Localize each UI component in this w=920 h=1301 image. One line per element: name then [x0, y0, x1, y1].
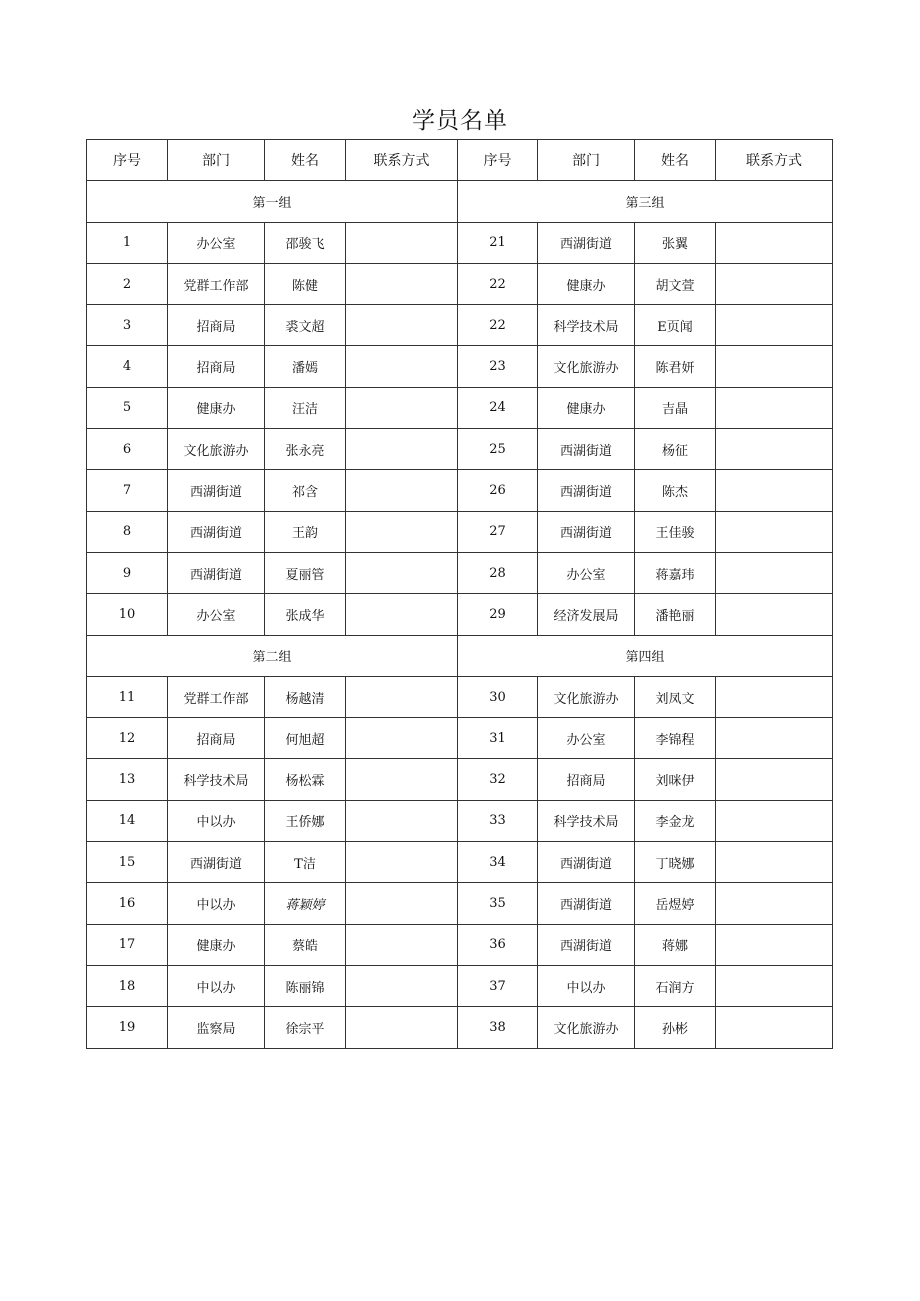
department: 西湖街道 — [538, 470, 635, 511]
roster-table — [86, 139, 833, 1049]
group-header-row — [87, 181, 833, 222]
serial-number: 9 — [87, 552, 168, 593]
page-title: 学员名单 — [412, 108, 508, 134]
department: 西湖街道 — [538, 511, 635, 552]
contact-info — [346, 222, 458, 263]
serial-number: 21 — [458, 222, 538, 263]
column-header: 联系方式 — [346, 140, 458, 181]
contact-info — [716, 552, 833, 593]
serial-number: 13 — [87, 759, 168, 800]
contact-info — [716, 305, 833, 346]
group-label: 第一组 — [87, 181, 458, 222]
roster-body — [87, 181, 833, 1048]
department: 文化旅游办 — [538, 676, 635, 717]
member-name: 陈君妍 — [635, 346, 716, 387]
serial-number: 6 — [87, 429, 168, 470]
contact-info — [716, 924, 833, 965]
member-name: 张翼 — [635, 222, 716, 263]
serial-number: 10 — [87, 594, 168, 635]
serial-number: 11 — [87, 676, 168, 717]
member-name: 石润方 — [635, 965, 716, 1006]
table-row — [87, 594, 833, 635]
department: 西湖街道 — [538, 222, 635, 263]
serial-number: 17 — [87, 924, 168, 965]
department: 招商局 — [168, 346, 265, 387]
member-name: 潘嫣 — [265, 346, 346, 387]
department: 文化旅游办 — [538, 1007, 635, 1048]
serial-number: 8 — [87, 511, 168, 552]
contact-info — [346, 800, 458, 841]
member-name: 吉晶 — [635, 387, 716, 428]
department: 经济发展局 — [538, 594, 635, 635]
serial-number: 7 — [87, 470, 168, 511]
department: 中以办 — [538, 965, 635, 1006]
member-name: 杨松霖 — [265, 759, 346, 800]
member-name: 祁含 — [265, 470, 346, 511]
member-name: 岳煜婷 — [635, 883, 716, 924]
contact-info — [716, 222, 833, 263]
serial-number: 32 — [458, 759, 538, 800]
contact-info — [346, 718, 458, 759]
department: 西湖街道 — [538, 429, 635, 470]
table-row — [87, 718, 833, 759]
table-row — [87, 965, 833, 1006]
serial-number: 33 — [458, 800, 538, 841]
member-name: 张成华 — [265, 594, 346, 635]
contact-info — [346, 924, 458, 965]
member-name: 徐宗平 — [265, 1007, 346, 1048]
member-name: 邵骏飞 — [265, 222, 346, 263]
contact-info — [716, 676, 833, 717]
member-name: 裘文超 — [265, 305, 346, 346]
member-name: 张永亮 — [265, 429, 346, 470]
serial-number: 18 — [87, 965, 168, 1006]
table-row — [87, 552, 833, 593]
member-name: 陈杰 — [635, 470, 716, 511]
table-row — [87, 924, 833, 965]
department: 健康办 — [538, 263, 635, 304]
column-header: 姓名 — [635, 140, 716, 181]
contact-info — [346, 594, 458, 635]
contact-info — [716, 594, 833, 635]
member-name: 何旭超 — [265, 718, 346, 759]
contact-info — [716, 263, 833, 304]
serial-number: 35 — [458, 883, 538, 924]
member-name: E页闻 — [635, 305, 716, 346]
table-row — [87, 842, 833, 883]
serial-number: 30 — [458, 676, 538, 717]
contact-info — [346, 305, 458, 346]
department: 健康办 — [168, 924, 265, 965]
table-row — [87, 759, 833, 800]
department: 中以办 — [168, 965, 265, 1006]
serial-number: 22 — [458, 263, 538, 304]
serial-number: 38 — [458, 1007, 538, 1048]
contact-info — [346, 470, 458, 511]
member-name: 王佳骏 — [635, 511, 716, 552]
department: 文化旅游办 — [538, 346, 635, 387]
serial-number: 36 — [458, 924, 538, 965]
department: 西湖街道 — [538, 842, 635, 883]
contact-info — [716, 387, 833, 428]
member-name: 李锦程 — [635, 718, 716, 759]
group-header-row — [87, 635, 833, 676]
department: 招商局 — [538, 759, 635, 800]
group-label: 第四组 — [458, 635, 833, 676]
serial-number: 24 — [458, 387, 538, 428]
member-name: 杨征 — [635, 429, 716, 470]
contact-info — [346, 1007, 458, 1048]
member-name: 刘咪伊 — [635, 759, 716, 800]
table-row — [87, 676, 833, 717]
table-row — [87, 263, 833, 304]
member-name: 王侨娜 — [265, 800, 346, 841]
group-label: 第三组 — [458, 181, 833, 222]
column-header: 联系方式 — [716, 140, 833, 181]
serial-number: 1 — [87, 222, 168, 263]
department: 党群工作部 — [168, 263, 265, 304]
serial-number: 26 — [458, 470, 538, 511]
column-header: 姓名 — [265, 140, 346, 181]
department: 办公室 — [538, 552, 635, 593]
member-name: 刘凤文 — [635, 676, 716, 717]
member-name: 李金龙 — [635, 800, 716, 841]
department: 科学技术局 — [538, 305, 635, 346]
serial-number: 37 — [458, 965, 538, 1006]
contact-info — [716, 965, 833, 1006]
column-header: 序号 — [87, 140, 168, 181]
table-row — [87, 1007, 833, 1048]
member-name: 杨越清 — [265, 676, 346, 717]
serial-number: 15 — [87, 842, 168, 883]
department: 科学技术局 — [168, 759, 265, 800]
serial-number: 14 — [87, 800, 168, 841]
department: 办公室 — [538, 718, 635, 759]
member-name: 丁晓娜 — [635, 842, 716, 883]
member-name: T洁 — [265, 842, 346, 883]
table-row — [87, 883, 833, 924]
serial-number: 27 — [458, 511, 538, 552]
serial-number: 4 — [87, 346, 168, 387]
serial-number: 16 — [87, 883, 168, 924]
serial-number: 31 — [458, 718, 538, 759]
contact-info — [346, 965, 458, 1006]
contact-info — [346, 759, 458, 800]
member-name: 陈丽锦 — [265, 965, 346, 1006]
contact-info — [716, 1007, 833, 1048]
department: 西湖街道 — [168, 511, 265, 552]
column-header: 序号 — [458, 140, 538, 181]
department: 西湖街道 — [168, 552, 265, 593]
table-row — [87, 346, 833, 387]
contact-info — [346, 842, 458, 883]
department: 办公室 — [168, 222, 265, 263]
department: 招商局 — [168, 305, 265, 346]
column-header: 部门 — [168, 140, 265, 181]
member-name: 孙彬 — [635, 1007, 716, 1048]
department: 西湖街道 — [538, 883, 635, 924]
contact-info — [346, 511, 458, 552]
serial-number: 34 — [458, 842, 538, 883]
member-name: 蒋嘉玮 — [635, 552, 716, 593]
member-name: 夏丽管 — [265, 552, 346, 593]
header-row — [87, 140, 833, 181]
department: 中以办 — [168, 883, 265, 924]
member-name: 潘艳丽 — [635, 594, 716, 635]
serial-number: 22 — [458, 305, 538, 346]
serial-number: 2 — [87, 263, 168, 304]
contact-info — [346, 346, 458, 387]
serial-number: 29 — [458, 594, 538, 635]
group-label: 第二组 — [87, 635, 458, 676]
department: 西湖街道 — [538, 924, 635, 965]
contact-info — [346, 263, 458, 304]
contact-info — [346, 676, 458, 717]
contact-info — [346, 883, 458, 924]
table-row — [87, 800, 833, 841]
department: 健康办 — [168, 387, 265, 428]
contact-info — [716, 470, 833, 511]
contact-info — [716, 718, 833, 759]
serial-number: 19 — [87, 1007, 168, 1048]
department: 监察局 — [168, 1007, 265, 1048]
department: 健康办 — [538, 387, 635, 428]
table-row — [87, 511, 833, 552]
member-name: 汪洁 — [265, 387, 346, 428]
contact-info — [716, 511, 833, 552]
member-name: 蔡皓 — [265, 924, 346, 965]
contact-info — [716, 759, 833, 800]
serial-number: 3 — [87, 305, 168, 346]
contact-info — [716, 842, 833, 883]
department: 科学技术局 — [538, 800, 635, 841]
column-header: 部门 — [538, 140, 635, 181]
table-row — [87, 470, 833, 511]
serial-number: 23 — [458, 346, 538, 387]
contact-info — [716, 346, 833, 387]
contact-info — [346, 429, 458, 470]
department: 党群工作部 — [168, 676, 265, 717]
serial-number: 12 — [87, 718, 168, 759]
department: 中以办 — [168, 800, 265, 841]
member-name: 胡文萱 — [635, 263, 716, 304]
department: 招商局 — [168, 718, 265, 759]
contact-info — [716, 429, 833, 470]
member-name: 王韵 — [265, 511, 346, 552]
contact-info — [716, 883, 833, 924]
member-name: 蒋娜 — [635, 924, 716, 965]
serial-number: 28 — [458, 552, 538, 593]
contact-info — [346, 552, 458, 593]
table-row — [87, 222, 833, 263]
table-row — [87, 305, 833, 346]
contact-info — [716, 800, 833, 841]
department: 西湖街道 — [168, 470, 265, 511]
member-name: 蒋颖婷 — [265, 883, 346, 924]
department: 文化旅游办 — [168, 429, 265, 470]
contact-info — [346, 387, 458, 428]
serial-number: 25 — [458, 429, 538, 470]
member-name: 陈健 — [265, 263, 346, 304]
department: 西湖街道 — [168, 842, 265, 883]
table-row — [87, 387, 833, 428]
table-row — [87, 429, 833, 470]
department: 办公室 — [168, 594, 265, 635]
serial-number: 5 — [87, 387, 168, 428]
